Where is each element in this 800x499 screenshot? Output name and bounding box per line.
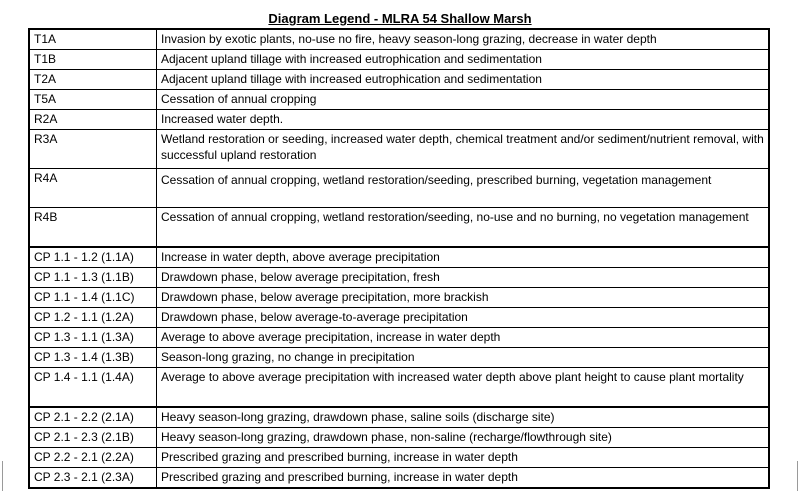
row-description: Adjacent upland tillage with increased eutrophication and sedimentation [157,50,770,70]
row-description: Cessation of annual cropping, wetland restoration/seeding, no-use and no burning, no vegetation management [157,208,770,248]
row-code: CP 1.4 - 1.1 (1.4A) [29,368,157,408]
table-row [29,90,769,110]
row-code: T1B [29,50,157,70]
table-row [29,247,769,268]
table-row [29,448,769,468]
row-description: Average to above average precipitation, increase in water depth [157,328,770,348]
row-description: Cessation of annual cropping [157,90,770,110]
frame-edge-right [797,461,798,491]
row-code: CP 2.2 - 2.1 (2.2A) [29,448,157,468]
row-code: CP 1.1 - 1.2 (1.1A) [29,247,157,268]
row-description: Adjacent upland tillage with increased eutrophication and sedimentation [157,70,770,90]
row-description: Prescribed grazing and prescribed burning, increase in water depth [157,448,770,468]
row-code: CP 1.3 - 1.4 (1.3B) [29,348,157,368]
row-description: Prescribed grazing and prescribed burning, increase in water depth [157,468,770,489]
row-code: CP 2.1 - 2.3 (2.1B) [29,428,157,448]
row-code: R2A [29,110,157,130]
legend-title-text: Diagram Legend - MLRA 54 Shallow Marsh [268,11,532,26]
table-row [29,70,769,90]
row-description: Heavy season-long grazing, drawdown phase, saline soils (discharge site) [157,407,770,428]
row-description: Drawdown phase, below average precipitation, fresh [157,268,770,288]
row-description: Cessation of annual cropping, wetland restoration/seeding, prescribed burning, vegetation management [157,169,770,208]
row-code: CP 1.3 - 1.1 (1.3A) [29,328,157,348]
table-row [29,328,769,348]
table-row [29,407,769,428]
row-code: CP 1.2 - 1.1 (1.2A) [29,308,157,328]
frame-edge-left [2,461,3,491]
table-row [29,130,769,169]
table-row [29,468,769,489]
table-row [29,50,769,70]
table-row [29,169,769,208]
table-row [29,428,769,448]
row-description: Wetland restoration or seeding, increased water depth, chemical treatment and/or sediment/nutrient removal, with successful upland restoration [157,130,770,169]
row-code: R3A [29,130,157,169]
row-code: T1A [29,29,157,50]
row-description: Drawdown phase, below average precipitation, more brackish [157,288,770,308]
row-description: Drawdown phase, below average-to-average precipitation [157,308,770,328]
row-description: Heavy season-long grazing, drawdown phase, non-saline (recharge/flowthrough site) [157,428,770,448]
row-code: R4A [29,169,157,208]
row-code: CP 2.1 - 2.2 (2.1A) [29,407,157,428]
row-code: T2A [29,70,157,90]
table-row [29,348,769,368]
table-row [29,110,769,130]
table-row [29,268,769,288]
legend-title [0,11,800,27]
row-description: Increase in water depth, above average precipitation [157,247,770,268]
legend-table [28,28,770,489]
row-description: Average to above average precipitation with increased water depth above plant height to cause plant mortality [157,368,770,408]
table-row [29,308,769,328]
table-row [29,288,769,308]
table-row [29,368,769,408]
row-description: Increased water depth. [157,110,770,130]
row-code: R4B [29,208,157,248]
row-code: CP 2.3 - 2.1 (2.3A) [29,468,157,489]
row-code: CP 1.1 - 1.4 (1.1C) [29,288,157,308]
table-row [29,29,769,50]
table-row [29,208,769,248]
row-description: Season-long grazing, no change in precipitation [157,348,770,368]
row-code: CP 1.1 - 1.3 (1.1B) [29,268,157,288]
row-code: T5A [29,90,157,110]
row-description: Invasion by exotic plants, no-use no fire, heavy season-long grazing, decrease in water depth [157,29,770,50]
